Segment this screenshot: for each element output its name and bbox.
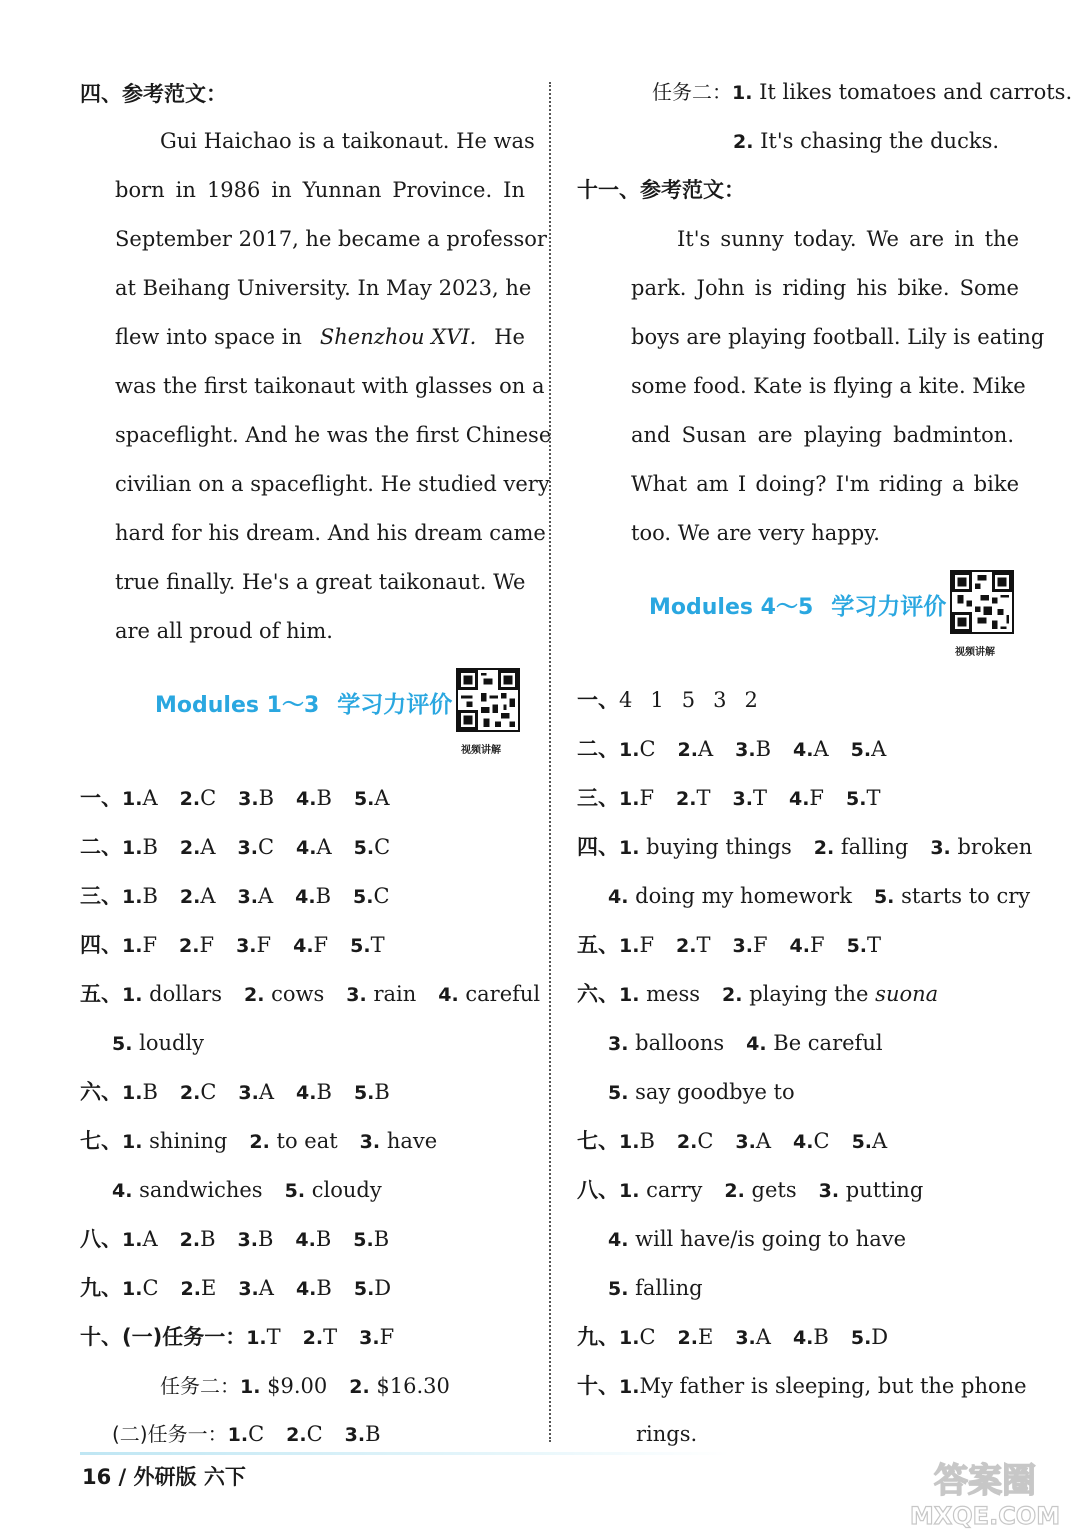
item-number: 1. — [619, 1376, 640, 1398]
item-number: 3. — [732, 788, 753, 810]
item-answer: A — [258, 1276, 274, 1300]
item-number: 1. — [122, 886, 143, 908]
item-answer: D — [374, 1276, 392, 1300]
watermark-text-url: MXQE.COM — [909, 1502, 1061, 1530]
item-answer: cows — [271, 982, 325, 1006]
item-answer: $9.00 — [267, 1374, 328, 1398]
module-title-4-5 — [649, 588, 946, 621]
item-number: 1. — [122, 1278, 143, 1300]
essay-flew-pre: flew into space in — [115, 325, 302, 349]
qr-code-icon[interactable] — [456, 668, 520, 732]
item-number: 4. — [793, 739, 814, 761]
answer-label: 一、 — [80, 786, 122, 810]
qr-caption: 视频讲解 — [955, 647, 995, 658]
item-answer: B — [142, 835, 158, 859]
item-answer: B — [315, 1227, 332, 1251]
task2-line-1 — [652, 78, 1072, 107]
item-number: 3. — [238, 788, 259, 810]
item-answer: B — [316, 786, 332, 810]
qr-caption: 视频讲解 — [461, 745, 501, 756]
answer-label: 九、 — [577, 1325, 619, 1349]
item-answer: careful — [465, 982, 541, 1006]
item-answer: playing the — [749, 982, 869, 1006]
answer-row-8-cont2 — [608, 1274, 703, 1303]
item-answer: It's chasing the ducks. — [760, 129, 1000, 153]
item-number: 3. — [236, 935, 257, 957]
item-answer-italic: suona — [875, 982, 939, 1006]
item-number: 5. — [353, 837, 375, 859]
item-number: 3. — [930, 837, 951, 859]
item-answer: A — [257, 884, 274, 908]
item-answer: say goodbye to — [635, 1080, 795, 1104]
item-answer: T — [866, 786, 881, 810]
item-number: 1. — [732, 82, 753, 104]
item-answer: 1 — [650, 688, 664, 712]
item-number: 1. — [619, 1131, 640, 1153]
item-number: 4. — [438, 984, 459, 1006]
essay-line: park. John is riding his bike. Some — [631, 276, 1019, 300]
item-number: 2. — [179, 1082, 201, 1104]
item-number: 5. — [353, 788, 375, 810]
answer-label: 五、 — [80, 982, 122, 1006]
answer-row-1 — [80, 784, 390, 813]
answer-row-1 — [577, 686, 758, 714]
answer-label: 八、 — [80, 1227, 122, 1251]
answer-row-7 — [577, 1127, 887, 1156]
item-answer: 5 — [681, 688, 696, 712]
item-number: 2. — [676, 1131, 698, 1153]
item-answer: My father is sleeping, but the phone — [639, 1374, 1027, 1398]
item-number: 2. — [249, 1131, 270, 1153]
item-number: 3. — [818, 1180, 840, 1202]
item-number: 1. — [240, 1376, 261, 1398]
item-number: 4. — [296, 837, 317, 859]
item-number: 5. — [284, 1180, 306, 1202]
answer-label: 七、 — [577, 1129, 619, 1153]
answer-row-6-cont1 — [608, 1029, 883, 1058]
item-number: 3. — [359, 1131, 381, 1153]
item-number: 1. — [122, 1131, 143, 1153]
item-answer: C — [200, 1080, 217, 1104]
item-number: 2. — [180, 1278, 201, 1300]
item-number: 1. — [619, 788, 640, 810]
essay-flew-italic: Shenzhou XVI. — [319, 325, 477, 349]
item-number: 5. — [353, 1278, 375, 1300]
item-number: 2. — [286, 1424, 307, 1446]
item-answer: C — [374, 835, 391, 859]
answer-label: 二、 — [80, 835, 122, 859]
item-answer: sandwiches — [139, 1178, 263, 1202]
item-number: 3. — [735, 739, 756, 761]
item-answer: 2 — [744, 688, 758, 712]
item-number: 5. — [851, 1131, 873, 1153]
answer-row-4-cont — [608, 882, 1030, 911]
item-answer: B — [315, 884, 332, 908]
answer-label: 四、 — [577, 835, 619, 859]
item-answer: T — [266, 1325, 281, 1349]
item-number: 3. — [237, 837, 258, 859]
item-number: 4. — [608, 1229, 629, 1251]
item-answer: B — [374, 1080, 390, 1104]
item-number: 2. — [179, 837, 201, 859]
answer-label: 六、 — [80, 1080, 122, 1104]
item-answer: A — [755, 1325, 771, 1349]
answer-label: 十、 — [577, 1374, 619, 1398]
item-answer: A — [258, 1080, 275, 1104]
item-answer: E — [697, 1325, 714, 1349]
answer-row-3 — [80, 882, 390, 911]
item-number: 2. — [722, 984, 743, 1006]
item-answer: C — [639, 737, 656, 761]
essay-flew-post: He — [494, 325, 525, 349]
item-number: 2. — [724, 1180, 745, 1202]
item-number: 2. — [244, 984, 265, 1006]
item-number: 5. — [608, 1278, 629, 1300]
answer-row-6-cont2 — [608, 1078, 795, 1107]
item-answer: A — [374, 786, 390, 810]
answer-row-2 — [577, 735, 886, 764]
item-answer: 3 — [713, 688, 727, 712]
task2-line-2 — [733, 127, 999, 156]
answer-row-3 — [577, 784, 880, 813]
essay-line: What am I doing? I'm riding a bike — [631, 472, 1019, 496]
item-answer: B — [755, 737, 772, 761]
answer-label: 七、 — [80, 1129, 122, 1153]
item-number: 1. — [122, 1229, 143, 1251]
item-answer: F — [256, 933, 272, 957]
item-answer: falling — [635, 1276, 703, 1300]
item-answer: balloons — [635, 1031, 725, 1055]
item-number: 4. — [788, 788, 810, 810]
item-answer: F — [809, 786, 824, 810]
item-answer: F — [313, 933, 329, 957]
answer-label: 十、(一)任务一： — [80, 1325, 247, 1349]
item-number: 5. — [350, 935, 371, 957]
answer-label: 三、 — [577, 786, 619, 810]
footer-separator: / — [118, 1465, 127, 1489]
essay-line: too. We are very happy. — [631, 521, 880, 545]
watermark-text-cn: 答案圈 — [934, 1461, 1036, 1501]
answer-label: 任务二： — [160, 1374, 240, 1398]
item-number: 3. — [237, 1229, 258, 1251]
item-number: 2. — [349, 1376, 370, 1398]
item-answer: A — [813, 737, 829, 761]
item-number: 3. — [344, 1424, 366, 1446]
essay-heading-4: 四、参考范文： — [80, 82, 227, 106]
item-number: 4. — [789, 935, 810, 957]
answer-row-10-task1 — [80, 1323, 394, 1352]
item-answer: rings. — [636, 1422, 698, 1446]
item-number: 3. — [346, 984, 367, 1006]
answer-row-7 — [80, 1127, 437, 1156]
item-number: 2. — [676, 788, 697, 810]
item-number: 3. — [238, 1278, 259, 1300]
item-number: 1. — [122, 935, 143, 957]
essay-line: born in 1986 in Yunnan Province. In — [115, 178, 525, 202]
item-answer: C — [142, 1276, 159, 1300]
item-answer: T — [752, 786, 767, 810]
item-number: 3. — [238, 1082, 259, 1104]
item-number: 4. — [296, 1082, 317, 1104]
item-answer: broken — [957, 835, 1033, 859]
answer-row-8-cont1 — [608, 1225, 906, 1254]
watermark-logo — [900, 1456, 1070, 1530]
item-answer: 4 — [619, 688, 633, 712]
answer-row-10 — [577, 1372, 1027, 1401]
page-footer — [82, 1461, 246, 1491]
answer-row-2 — [80, 833, 390, 862]
item-answer: F — [379, 1325, 395, 1349]
item-answer: B — [813, 1325, 829, 1349]
item-number: 2. — [676, 935, 697, 957]
item-answer: falling — [840, 835, 909, 859]
item-number: 4. — [793, 1131, 814, 1153]
item-answer: F — [199, 933, 215, 957]
task2-label: 任务二： — [652, 80, 732, 104]
item-number: 5. — [112, 1033, 133, 1055]
item-number: 5. — [846, 935, 868, 957]
item-answer: F — [752, 933, 768, 957]
item-answer: C — [257, 835, 275, 859]
item-answer: to eat — [276, 1129, 338, 1153]
answer-row-7-cont — [112, 1176, 382, 1205]
item-answer: carry — [646, 1178, 703, 1202]
item-answer: F — [809, 933, 825, 957]
item-number: 4. — [295, 1229, 316, 1251]
item-number: 5. — [850, 739, 872, 761]
answer-row-4 — [577, 833, 1032, 862]
answer-row-8 — [577, 1176, 923, 1205]
answer-label: 二、 — [577, 737, 619, 761]
module-subtitle: 学习力评价 — [831, 594, 947, 620]
essay-line: It's sunny today. We are in the — [677, 227, 1019, 251]
item-answer: It likes tomatoes and carrots. — [759, 80, 1073, 104]
item-answer: T — [696, 786, 711, 810]
item-answer: C — [248, 1422, 265, 1446]
item-number: 5. — [850, 1327, 872, 1349]
item-answer: T — [696, 933, 711, 957]
item-answer: doing my homework — [635, 884, 852, 908]
item-answer: A — [871, 737, 887, 761]
item-number: 4. — [608, 886, 629, 908]
item-answer: B — [639, 1129, 655, 1153]
item-number: 3. — [359, 1327, 380, 1349]
item-answer: E — [200, 1276, 217, 1300]
item-answer: A — [755, 1129, 772, 1153]
item-number: 4. — [112, 1180, 133, 1202]
item-number: 2. — [302, 1327, 324, 1349]
essay-line: are all proud of him. — [115, 619, 333, 643]
item-answer: dollars — [149, 982, 222, 1006]
answer-row-9 — [577, 1323, 888, 1352]
item-number: 4. — [293, 935, 314, 957]
item-number: 1. — [619, 984, 640, 1006]
footer-rule — [80, 1452, 730, 1455]
item-number: 5. — [353, 886, 374, 908]
item-answer: B — [373, 1227, 390, 1251]
answer-row-6 — [577, 980, 938, 1009]
answer-row-10-task2 — [160, 1372, 450, 1401]
item-answer: rain — [373, 982, 417, 1006]
item-answer: A — [142, 1227, 158, 1251]
answer-row-5-cont — [112, 1029, 204, 1058]
item-number: 1. — [619, 1180, 640, 1202]
item-number: 2. — [179, 788, 201, 810]
item-answer: buying things — [646, 835, 792, 859]
item-number: 1. — [619, 739, 640, 761]
answer-label: 九、 — [80, 1276, 122, 1300]
essay-heading-11: 十一、参考范文： — [577, 178, 745, 202]
module-title-text: Modules 1～3 — [155, 693, 320, 718]
item-answer: mess — [646, 982, 701, 1006]
item-answer: T — [323, 1325, 338, 1349]
answer-row-5 — [80, 980, 540, 1009]
item-answer: B — [200, 1227, 216, 1251]
answer-label: 四、 — [80, 933, 122, 957]
item-number: 2. — [179, 1229, 201, 1251]
item-number: 1. — [246, 1327, 267, 1349]
item-answer: F — [639, 786, 655, 810]
answer-row-10-part2 — [112, 1420, 381, 1449]
item-answer: A — [200, 835, 216, 859]
answer-label: 一、 — [577, 688, 619, 712]
answer-label: 三、 — [80, 884, 122, 908]
item-number: 2. — [677, 739, 698, 761]
item-number: 3. — [732, 935, 753, 957]
item-number: 3. — [608, 1033, 629, 1055]
column-divider — [549, 82, 551, 1442]
item-answer: B — [365, 1422, 381, 1446]
item-answer: F — [639, 933, 655, 957]
item-answer: Be careful — [773, 1031, 883, 1055]
essay-line: some food. Kate is flying a kite. Mike — [631, 374, 1026, 398]
item-answer: $16.30 — [376, 1374, 450, 1398]
page-number: 16 — [82, 1465, 112, 1489]
module-title-1-3 — [155, 686, 452, 719]
item-number: 2. — [677, 1327, 698, 1349]
item-answer: D — [871, 1325, 889, 1349]
answer-label: 六、 — [577, 982, 619, 1006]
item-number: 5. — [353, 1082, 375, 1104]
item-answer: A — [316, 835, 332, 859]
item-number: 2. — [179, 886, 201, 908]
answer-label: 五、 — [577, 933, 619, 957]
essay-line: September 2017, he became a professor — [115, 227, 547, 251]
item-answer: T — [370, 933, 385, 957]
module-subtitle: 学习力评价 — [337, 692, 453, 718]
item-answer: starts to cry — [901, 884, 1031, 908]
answer-row-4 — [80, 931, 385, 960]
item-answer: C — [200, 786, 217, 810]
item-answer: C — [697, 1129, 714, 1153]
module-title-text: Modules 4～5 — [649, 595, 814, 620]
item-answer: B — [142, 884, 158, 908]
answer-label: 八、 — [577, 1178, 619, 1202]
essay-line-flew — [115, 323, 525, 351]
item-answer: B — [142, 1080, 158, 1104]
item-answer: A — [200, 884, 216, 908]
answer-row-9 — [80, 1274, 391, 1303]
item-answer: B — [316, 1276, 332, 1300]
item-answer: cloudy — [311, 1178, 382, 1202]
item-answer: C — [639, 1325, 656, 1349]
item-number: 4. — [296, 788, 317, 810]
answer-label: (二)任务一： — [112, 1422, 228, 1446]
essay-line: hard for his dream. And his dream came — [115, 521, 546, 545]
qr-code-icon[interactable] — [950, 570, 1014, 634]
item-number: 2. — [179, 935, 200, 957]
essay-line: at Beihang University. In May 2023, he — [115, 276, 532, 300]
item-number: 4. — [792, 1327, 814, 1349]
item-number: 1. — [122, 984, 143, 1006]
item-answer: have — [386, 1129, 438, 1153]
edition-label: 外研版 六下 — [133, 1465, 246, 1489]
essay-line: was the first taikonaut with glasses on a — [115, 374, 545, 398]
item-number: 2. — [733, 131, 754, 153]
item-number: 3. — [735, 1131, 756, 1153]
item-answer: gets — [751, 1178, 797, 1202]
item-number: 5. — [846, 788, 867, 810]
item-number: 1. — [619, 935, 640, 957]
item-answer: A — [697, 737, 714, 761]
item-number: 4. — [295, 1278, 317, 1300]
item-answer: shining — [149, 1129, 228, 1153]
item-answer: C — [306, 1422, 323, 1446]
item-answer: B — [258, 786, 275, 810]
essay-line: civilian on a spaceflight. He studied very — [115, 472, 550, 496]
item-number: 2. — [813, 837, 835, 859]
item-answer: putting — [845, 1178, 924, 1202]
item-answer: will have/is going to have — [635, 1227, 907, 1251]
item-number: 3. — [735, 1327, 756, 1349]
item-number: 1. — [122, 788, 143, 810]
item-number: 5. — [353, 1229, 374, 1251]
essay-line: true finally. He's a great taikonaut. We — [115, 570, 526, 594]
essay-line: and Susan are playing badminton. — [631, 423, 1014, 447]
answer-row-6 — [80, 1078, 390, 1107]
item-number: 1. — [227, 1424, 249, 1446]
item-number: 1. — [122, 837, 143, 859]
item-number: 1. — [122, 1082, 143, 1104]
item-answer: loudly — [139, 1031, 205, 1055]
essay-line: boys are playing football. Lily is eating — [631, 325, 1045, 349]
item-answer: T — [867, 933, 882, 957]
item-answer: B — [316, 1080, 332, 1104]
item-number: 4. — [746, 1033, 767, 1055]
item-answer: C — [813, 1129, 830, 1153]
item-answer: B — [257, 1227, 274, 1251]
item-answer: F — [142, 933, 158, 957]
item-number: 3. — [237, 886, 258, 908]
item-number: 5. — [873, 886, 895, 908]
item-number: 5. — [608, 1082, 629, 1104]
item-answer: A — [142, 786, 158, 810]
answer-row-8 — [80, 1225, 389, 1254]
item-number: 4. — [295, 886, 316, 908]
item-number: 1. — [619, 1327, 640, 1349]
answer-row-10-cont — [636, 1420, 697, 1448]
essay-line: spaceflight. And he was the first Chinese — [115, 423, 552, 447]
item-answer: C — [373, 884, 390, 908]
essay-line: Gui Haichao is a taikonaut. He was — [160, 129, 535, 153]
item-number: 1. — [619, 837, 640, 859]
answer-row-5 — [577, 931, 881, 960]
item-answer: A — [872, 1129, 888, 1153]
